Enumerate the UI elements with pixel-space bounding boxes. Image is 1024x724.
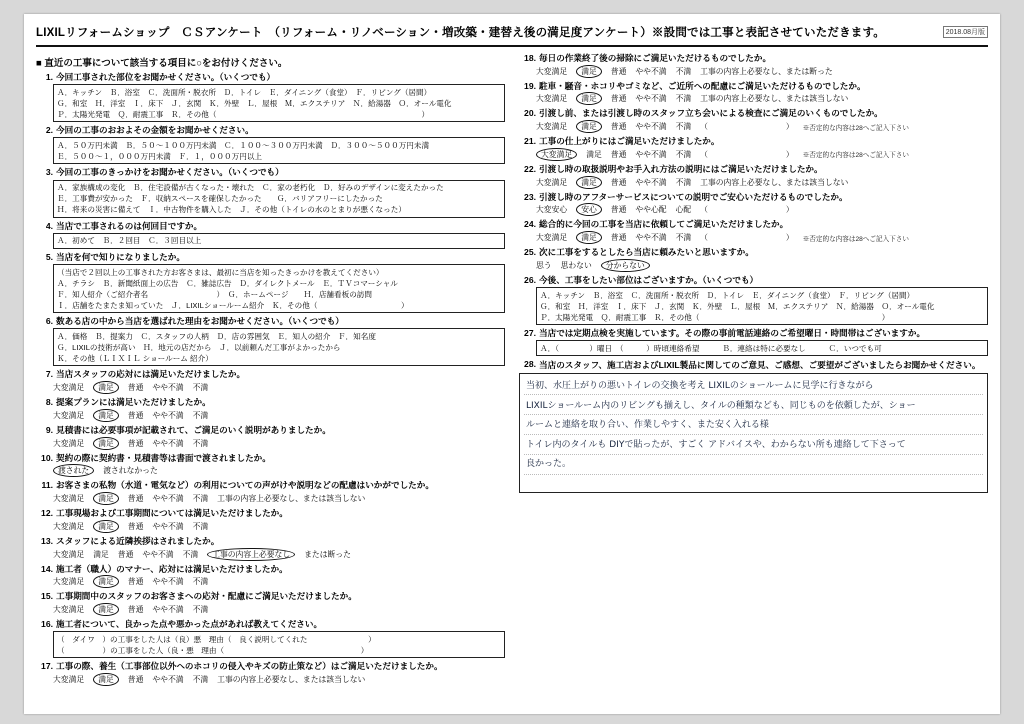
scale-option[interactable]: 不満 bbox=[675, 66, 692, 76]
rating-scale[interactable] bbox=[53, 548, 505, 561]
question-17 bbox=[36, 661, 505, 686]
scale-option[interactable]: 工事の内容上必要なし、または断った bbox=[700, 66, 833, 76]
scale-option[interactable]: やや不満 bbox=[635, 149, 667, 159]
scale-option[interactable]: やや不満 bbox=[152, 438, 184, 448]
answer-options[interactable] bbox=[53, 264, 505, 313]
question-20 bbox=[519, 108, 988, 133]
scale-option-selected[interactable]: 安心 bbox=[576, 203, 602, 216]
scale-option[interactable]: やや不満 bbox=[635, 177, 667, 187]
question-text: 契約の際に契約書・見積書等は書面で渡されましたか。 bbox=[56, 452, 271, 463]
question-text: 毎日の作業終了後の掃除にご満足いただけるものでしたか。 bbox=[539, 53, 772, 63]
question-3 bbox=[36, 167, 505, 217]
option-line[interactable]: Ｅ．５００〜１，０００万円未満 Ｆ．１，０００万円以上 bbox=[57, 151, 263, 161]
question-number: 28. bbox=[524, 359, 536, 370]
survey-sheet bbox=[24, 14, 1000, 714]
option-line[interactable]: Ｉ．店舗をたまたま知っていた Ｊ．LIXILショールーム紹介 Ｋ．その他（ ） bbox=[57, 300, 409, 310]
rating-scale[interactable] bbox=[536, 148, 988, 161]
option-line[interactable]: Ａ．初めて Ｂ．２回目 Ｃ．３回目以上 bbox=[57, 236, 202, 246]
scale-option[interactable]: 大変満足 bbox=[53, 410, 85, 420]
question-23 bbox=[519, 192, 988, 217]
scale-option-other[interactable]: （ ） bbox=[700, 149, 794, 159]
scale-option-selected[interactable]: 満足 bbox=[93, 603, 119, 616]
question-2 bbox=[36, 125, 505, 164]
question-number: 8. bbox=[45, 397, 53, 408]
question-26 bbox=[519, 275, 988, 325]
question-text: 今回の工事のおおよその金額をお聞かせください。 bbox=[56, 125, 254, 136]
scale-option[interactable]: 大変満足 bbox=[53, 438, 85, 448]
question-number: 21. bbox=[524, 136, 536, 147]
scale-option[interactable]: 不満 bbox=[192, 674, 209, 684]
answer-options[interactable] bbox=[53, 180, 505, 218]
scale-option[interactable]: やや不満 bbox=[635, 122, 667, 132]
scale-option[interactable]: 工事の内容上必要なし、または該当しない bbox=[700, 177, 849, 187]
rating-scale[interactable] bbox=[53, 520, 505, 533]
scale-option-selected[interactable]: 満足 bbox=[93, 492, 119, 505]
question-8 bbox=[36, 397, 505, 422]
option-line[interactable]: Ｇ．和室 Ｈ．洋室 Ｉ．床下 Ｊ．玄関 Ｋ．外壁 Ｌ．屋根 Ｍ．エクステリア Ｎ．給湯器 Ｏ．オール電化 bbox=[540, 301, 935, 311]
scale-option-selected[interactable]: 満足 bbox=[576, 65, 602, 78]
rating-scale[interactable] bbox=[53, 673, 505, 686]
option-line[interactable]: Ｐ．太陽光発電 Ｑ．耐震工事 Ｒ．その他（ ） bbox=[57, 109, 430, 119]
option-line[interactable]: Ａ．キッチン Ｂ．浴室 Ｃ．洗面所・脱衣所 Ｄ．トイレ Ｅ．ダイニング（食堂） Ｆ．リビング（居間） bbox=[57, 87, 432, 97]
scale-option[interactable]: 大変満足 bbox=[53, 521, 85, 531]
question-27 bbox=[519, 328, 988, 356]
scale-option-selected[interactable]: 満足 bbox=[576, 120, 602, 133]
scale-option[interactable]: やや不満 bbox=[635, 94, 667, 104]
scale-note: ※否定的な内容は28へご記入下さい bbox=[802, 235, 909, 243]
scale-option-other[interactable]: （ ） bbox=[700, 205, 794, 215]
question-text: 引渡し時のアフターサービスについての説明でご安心いただけるものでしたか。 bbox=[539, 191, 848, 202]
rating-scale[interactable] bbox=[536, 203, 988, 216]
scale-option[interactable]: 普通 bbox=[610, 177, 627, 187]
comment-line: 当初、水圧上がりの悪いトイレの交換を考え LIXILのショールームに見学に行きながら bbox=[526, 381, 874, 392]
question-1 bbox=[36, 72, 505, 122]
scale-option[interactable]: 不満 bbox=[675, 177, 692, 187]
scale-option[interactable]: やや不満 bbox=[152, 410, 184, 420]
document-header bbox=[36, 24, 988, 47]
question-text: 当店スタッフの応対には満足いただけましたか。 bbox=[56, 369, 246, 380]
question-number: 7. bbox=[45, 369, 53, 380]
scale-option[interactable]: 普通 bbox=[127, 494, 144, 504]
question-number: 2. bbox=[45, 125, 53, 136]
option-line[interactable]: （ ）の工事をした人（良・悪 理由（ ） bbox=[57, 645, 369, 655]
question-text: 次に工事をするとしたら当店に頼みたいと思いますか。 bbox=[539, 247, 754, 258]
scale-option[interactable]: 思う bbox=[536, 260, 552, 270]
question-number: 9. bbox=[45, 424, 53, 435]
scale-option-selected[interactable]: 満足 bbox=[93, 437, 119, 450]
answer-options[interactable] bbox=[536, 287, 988, 325]
question-4 bbox=[36, 221, 505, 249]
rating-scale[interactable] bbox=[53, 492, 505, 505]
question-number: 26. bbox=[524, 274, 536, 285]
scale-option[interactable]: 不満 bbox=[192, 605, 209, 615]
rating-scale[interactable] bbox=[53, 409, 505, 422]
question-text: 当店で工事されるのは何回目ですか。 bbox=[56, 220, 203, 231]
question-28 bbox=[519, 359, 988, 493]
question-22 bbox=[519, 164, 988, 189]
scale-option-selected[interactable]: 満足 bbox=[93, 409, 119, 422]
question-7 bbox=[36, 369, 505, 394]
question-24 bbox=[519, 219, 988, 244]
scale-option[interactable]: 大変満足 bbox=[536, 233, 568, 243]
question-number: 22. bbox=[524, 163, 536, 174]
question-number: 14. bbox=[41, 563, 53, 574]
scale-option[interactable]: 不満 bbox=[192, 410, 209, 420]
option-line-handwritten[interactable]: Ｈ．将来の災害に備えて Ｉ．中古物件を購入した Ｊ．その他（トイレの水のとまりが悪くなった） bbox=[57, 205, 406, 215]
scale-option[interactable]: 満足 bbox=[586, 149, 602, 159]
question-text: 総合的に今回の工事を当店に依頼してご満足いただけましたか。 bbox=[539, 219, 789, 230]
option-line[interactable]: Ａ．価格 Ｂ．提案力 Ｃ．スタッフの人柄 Ｄ．店の雰囲気 Ｅ．知人の紹介 Ｆ．知名度 bbox=[57, 331, 376, 341]
scale-option[interactable]: 満足 bbox=[93, 549, 109, 559]
scale-option[interactable]: 不満 bbox=[675, 122, 692, 132]
question-16 bbox=[36, 619, 505, 658]
question-number: 24. bbox=[524, 219, 536, 230]
scale-option[interactable]: 普通 bbox=[127, 674, 144, 684]
scale-option[interactable]: 大変安心 bbox=[536, 205, 568, 215]
scale-option[interactable]: 不満 bbox=[675, 149, 692, 159]
option-line[interactable]: Ａ．チラシ Ｂ．新聞紙面上の広告 Ｃ．雑誌広告 Ｄ．ダイレクトメール Ｅ．ＴＶコマーシャル bbox=[57, 278, 398, 288]
scale-note: ※否定的な内容は28へご記入下さい bbox=[802, 152, 909, 160]
question-text: 工事期間中のスタッフのお客さまへの応対・配慮にご満足いただけましたか。 bbox=[56, 591, 357, 602]
scale-option[interactable]: 不満 bbox=[182, 549, 199, 559]
scale-option[interactable]: 不満 bbox=[192, 383, 209, 393]
scale-option[interactable]: やや不満 bbox=[152, 521, 184, 531]
scale-option[interactable]: 大変満足 bbox=[53, 383, 85, 393]
scale-option[interactable]: 思わない bbox=[560, 260, 592, 270]
free-comment-box[interactable] bbox=[519, 373, 988, 493]
question-number: 20. bbox=[524, 108, 536, 119]
comment-line: LIXILショールーム内のリビングも揃えし、タイルの種類なども、同じものを依頼したが、ショー bbox=[526, 400, 916, 411]
question-number: 3. bbox=[45, 167, 53, 178]
question-number: 11. bbox=[41, 480, 53, 491]
rating-scale[interactable] bbox=[536, 92, 988, 105]
scale-option[interactable]: 不満 bbox=[675, 94, 692, 104]
option-line-handwritten[interactable]: Ｋ．その他（ＬＩＸＩＬ ショールーム 紹介） bbox=[57, 353, 213, 363]
scale-option[interactable]: やや不満 bbox=[152, 383, 184, 393]
question-number: 6. bbox=[45, 316, 53, 327]
question-text: 当店のスタッフ、施工店およびLIXIL製品に関してのご意見、ご感想、ご要望がございましたらお聞かせください。 bbox=[539, 360, 981, 371]
scale-option-selected[interactable]: 満足 bbox=[576, 92, 602, 105]
question-5 bbox=[36, 252, 505, 313]
scale-option[interactable]: 工事の内容上必要なし、または該当しない bbox=[217, 674, 366, 684]
question-number: 27. bbox=[524, 328, 536, 339]
scale-option[interactable]: 大変満足 bbox=[536, 66, 568, 76]
rating-scale[interactable] bbox=[536, 231, 988, 244]
question-number: 18. bbox=[524, 53, 536, 63]
scale-option[interactable]: 普通 bbox=[127, 383, 144, 393]
option-line[interactable]: Ａ．（ ）曜日 （ ）時頃連絡希望 Ｂ．連絡は特に必要なし Ｃ．いつでも可 bbox=[540, 343, 882, 353]
question-12 bbox=[36, 508, 505, 533]
option-line[interactable]: Ｇ．LIXILの技術が高い Ｈ．地元の店だから Ｊ．以前頼んだ工事がよかったから bbox=[57, 342, 341, 352]
question-18 bbox=[519, 53, 988, 78]
answer-options[interactable] bbox=[53, 233, 505, 249]
scale-option[interactable]: 普通 bbox=[610, 122, 627, 132]
question-text: 引渡し前、または引渡し時のスタッフ立ち会いによる検査にご満足のいくものでしたか。 bbox=[539, 108, 883, 119]
question-text: お客さまの私物（水道・電気など）の利用についての声がけや説明などの配慮はいかがでしたか。 bbox=[56, 480, 434, 491]
question-13 bbox=[36, 536, 505, 561]
scale-option[interactable]: 普通 bbox=[127, 605, 144, 615]
scale-option[interactable]: 大変満足 bbox=[536, 177, 568, 187]
scale-option[interactable]: 大変満足 bbox=[53, 494, 85, 504]
scale-option-selected[interactable]: 満足 bbox=[576, 176, 602, 189]
question-10 bbox=[36, 453, 505, 478]
question-text: 施工者（職人）のマナー、応対には満足いただけましたか。 bbox=[56, 563, 288, 574]
question-25 bbox=[519, 247, 988, 272]
comment-line: トイレ内のタイルも DIYで貼ったが、すごく アドバイスや、わからない所も連絡して下さって bbox=[526, 439, 906, 450]
scale-option[interactable]: やや不満 bbox=[152, 494, 184, 504]
scale-option[interactable]: または断った bbox=[304, 549, 351, 559]
rating-scale[interactable] bbox=[536, 65, 988, 78]
scale-option-other[interactable]: （ ） bbox=[700, 122, 794, 132]
scale-option[interactable]: やや心配 bbox=[635, 205, 667, 215]
option-line[interactable]: Ａ．キッチン Ｂ．浴室 Ｃ．洗面所・脱衣所 Ｄ．トイレ Ｅ．ダイニング（食堂） Ｆ．リビング（居間） bbox=[540, 290, 915, 300]
scale-option-selected[interactable]: 満足 bbox=[93, 575, 119, 588]
scale-option[interactable]: やや不満 bbox=[142, 549, 174, 559]
question-text: 提案プランには満足いただけましたか。 bbox=[56, 397, 211, 408]
question-text: 見積書には必要事項が記載されて、ご満足のいく説明がありましたか。 bbox=[56, 424, 331, 435]
scale-option-selected[interactable]: 満足 bbox=[576, 231, 602, 244]
question-text: 当店を何で知りになりましたか。 bbox=[56, 251, 185, 262]
question-6 bbox=[36, 316, 505, 366]
comment-line: ルームと連絡を取り合い、作業しやすく、また安く入れる様 bbox=[526, 420, 769, 431]
answer-options[interactable] bbox=[536, 340, 988, 356]
scale-option[interactable]: 普通 bbox=[127, 521, 144, 531]
question-text: 引渡し時の取扱説明やお手入れ方法の説明にはご満足いただけましたか。 bbox=[539, 163, 823, 174]
question-number: 5. bbox=[45, 251, 53, 262]
question-text: 数ある店の中から当店を選ばれた理由をお聞かせください。（いくつでも） bbox=[56, 316, 344, 327]
scale-option[interactable]: 工事の内容上必要なし、または該当しない bbox=[217, 494, 366, 504]
question-19 bbox=[519, 81, 988, 106]
question-text: 今後、工事をしたい部位はございますか。（いくつでも） bbox=[539, 274, 759, 285]
scale-option[interactable]: やや不満 bbox=[635, 233, 667, 243]
scale-option[interactable]: 心配 bbox=[675, 205, 692, 215]
scale-option[interactable]: 大変満足 bbox=[536, 94, 568, 104]
question-text: 当店では定期点検を実施しています。その際の事前電話連絡のご希望曜日・時間帯はございますか。 bbox=[539, 328, 926, 339]
scale-option[interactable]: 渡されなかった bbox=[103, 466, 158, 476]
scale-option[interactable]: 工事の内容上必要なし、または該当しない bbox=[700, 94, 849, 104]
scale-option-other[interactable]: （ ） bbox=[700, 233, 794, 243]
option-line[interactable]: Ｅ．工事費が安かった Ｆ．収納スペースを確保したかった Ｇ．バリアフリーにしたかった bbox=[57, 194, 383, 204]
scale-option[interactable]: やや不満 bbox=[152, 605, 184, 615]
question-text: 施工者について、良かった点や悪かった点があれば教えてください。 bbox=[56, 619, 323, 630]
question-number: 12. bbox=[41, 508, 53, 519]
rating-scale[interactable] bbox=[53, 437, 505, 450]
question-text: スタッフによる近隣挨拶はされましたか。 bbox=[56, 535, 220, 546]
question-text: 駐車・騒音・ホコリやゴミなど、ご近所への配慮にご満足いただけるものでしたか。 bbox=[539, 80, 866, 91]
scale-option[interactable]: 普通 bbox=[127, 438, 144, 448]
scale-option[interactable]: やや不満 bbox=[152, 577, 184, 587]
scale-option[interactable]: 不満 bbox=[675, 233, 692, 243]
scale-option[interactable]: 大変満足 bbox=[53, 674, 85, 684]
question-text: 今回工事された部位をお聞かせください。（いくつでも） bbox=[56, 72, 276, 82]
scale-option[interactable]: 大変満足 bbox=[53, 605, 85, 615]
right-column bbox=[519, 53, 988, 689]
option-line[interactable]: Ａ．家族構成の変化 Ｂ．住宅設備が古くなった・壊れた Ｃ．家の老朽化 Ｄ．好みのデザインに変えたかった bbox=[57, 183, 444, 193]
scale-option[interactable]: 不満 bbox=[192, 521, 209, 531]
question-number: 13. bbox=[41, 535, 53, 546]
scale-option[interactable]: 普通 bbox=[610, 205, 627, 215]
left-section-head: ■ 直近の工事について該当する項目に○をお付けください。 bbox=[36, 58, 288, 69]
question-text: 工事の仕上がりにはご満足いただけましたか。 bbox=[539, 136, 720, 147]
question-number: 17. bbox=[41, 661, 53, 672]
scale-option[interactable]: 普通 bbox=[610, 94, 627, 104]
rating-scale[interactable] bbox=[536, 120, 988, 133]
scale-note: ※否定的な内容は28へご記入下さい bbox=[802, 124, 909, 132]
rating-scale[interactable] bbox=[536, 259, 988, 272]
scale-option[interactable]: 不満 bbox=[192, 494, 209, 504]
rating-scale[interactable] bbox=[53, 381, 505, 394]
document-version: 2018.08月版 bbox=[943, 26, 988, 38]
scale-option[interactable]: 大変満足 bbox=[536, 122, 568, 132]
question-number: 19. bbox=[524, 80, 536, 91]
answer-options[interactable] bbox=[53, 631, 505, 658]
scale-option-selected[interactable]: 満足 bbox=[93, 520, 119, 533]
scale-option-selected[interactable]: 工事の内容上必要なし bbox=[207, 548, 295, 561]
scale-option-selected[interactable]: 分からない bbox=[601, 259, 650, 272]
scale-option[interactable]: 普通 bbox=[127, 410, 144, 420]
answer-options[interactable] bbox=[53, 137, 505, 164]
question-number: 16. bbox=[41, 619, 53, 630]
scale-option-selected[interactable]: 満足 bbox=[93, 673, 119, 686]
option-line[interactable]: Ｆ．知人紹介（ご紹介者名 ） Ｇ．ホームページ Ｈ．店舗看板の訪問 bbox=[57, 289, 372, 299]
option-line-handwritten[interactable]: （ ダイワ ）の工事をした人は（良）悪 理由（ 良く説明してくれた ） bbox=[57, 634, 376, 644]
question-text: 工事現場および工事期間については満足いただけましたか。 bbox=[56, 508, 288, 519]
question-text: 工事の際、養生（工事部位以外へのホコリの侵入やキズの防止策など）はご満足いただけましたか。 bbox=[56, 661, 443, 672]
question-9 bbox=[36, 425, 505, 450]
rating-scale[interactable] bbox=[536, 176, 988, 189]
answer-options[interactable] bbox=[53, 84, 505, 122]
question-number: 23. bbox=[524, 191, 536, 202]
question-number: 15. bbox=[41, 591, 53, 602]
option-line[interactable]: Ａ．５０万円未満 Ｂ．５０〜１００万円未満 Ｃ．１００〜３００万円未満 Ｄ．３００〜５００万円未満 bbox=[57, 140, 430, 150]
two-column-body bbox=[24, 49, 1000, 689]
scale-option[interactable]: 普通 bbox=[117, 549, 134, 559]
question-number: 25. bbox=[524, 247, 536, 258]
scale-option[interactable]: 大変満足 bbox=[53, 577, 85, 587]
option-note: （当店で２回以上の工事された方お客さまは、最初に当店を知ったきっかけを教えてください） bbox=[57, 267, 384, 277]
question-11 bbox=[36, 480, 505, 505]
option-line[interactable]: Ｐ．太陽光発電 Ｑ．耐震工事 Ｒ．その他（ ） bbox=[540, 312, 890, 322]
scale-option[interactable]: 普通 bbox=[127, 577, 144, 587]
scale-option[interactable]: 大変満足 bbox=[53, 549, 85, 559]
question-number: 1. bbox=[45, 72, 53, 82]
scale-option[interactable]: やや不満 bbox=[152, 674, 184, 684]
question-number: 4. bbox=[45, 220, 53, 231]
scale-option-selected[interactable]: 大変満足 bbox=[536, 148, 577, 161]
question-text: 今回の工事のきっかけをお聞かせください。（いくつでも） bbox=[56, 167, 284, 178]
comment-line: 良かった。 bbox=[526, 459, 572, 470]
answer-options[interactable] bbox=[53, 328, 505, 366]
scale-option[interactable]: 普通 bbox=[610, 233, 627, 243]
scale-option-selected[interactable]: 渡された bbox=[53, 464, 94, 477]
rating-scale[interactable] bbox=[53, 603, 505, 616]
question-15 bbox=[36, 591, 505, 616]
scale-option[interactable]: 普通 bbox=[610, 149, 627, 159]
rating-scale[interactable] bbox=[53, 575, 505, 588]
scale-option-selected[interactable]: 満足 bbox=[93, 381, 119, 394]
scale-option[interactable]: 不満 bbox=[192, 438, 209, 448]
scale-option[interactable]: やや不満 bbox=[635, 66, 667, 76]
document-title: LIXILリフォームショップ ＣＳアンケート （リフォーム・リノベーション・増改築・建替え後の満足度アンケート）※設問では工事と表記させていただきます。 bbox=[36, 27, 885, 39]
scale-option[interactable]: 不満 bbox=[192, 577, 209, 587]
rating-scale[interactable] bbox=[53, 464, 505, 477]
question-21 bbox=[519, 136, 988, 161]
option-line[interactable]: Ｇ．和室 Ｈ．洋室 Ｉ．床下 Ｊ．玄関 Ｋ．外壁 Ｌ．屋根 Ｍ．エクステリア Ｎ．給湯器 Ｏ．オール電化 bbox=[57, 98, 452, 108]
question-14 bbox=[36, 564, 505, 589]
left-column bbox=[36, 53, 505, 689]
scale-option[interactable]: 普通 bbox=[610, 66, 627, 76]
question-number: 10. bbox=[41, 452, 53, 463]
